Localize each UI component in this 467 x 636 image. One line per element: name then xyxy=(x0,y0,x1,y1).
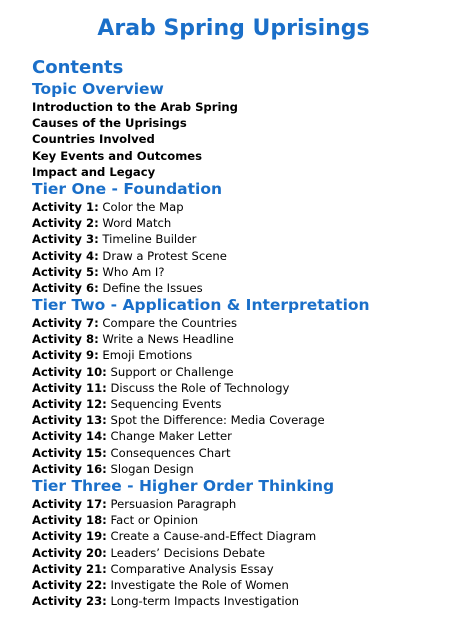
activity-item xyxy=(32,561,452,577)
activity-item xyxy=(32,199,452,215)
activity-item xyxy=(32,231,452,247)
activity-title: Discuss the Role of Technology xyxy=(110,380,290,395)
activity-title: Persuasion Paragraph xyxy=(110,496,237,511)
activity-title: Change Maker Letter xyxy=(110,429,232,444)
section-tier-one xyxy=(32,180,452,296)
activity-label: Activity 2: xyxy=(32,216,99,231)
activity-item xyxy=(32,315,452,331)
section-heading: Tier One - Foundation xyxy=(32,179,223,198)
activity-title: Comparative Analysis Essay xyxy=(110,561,274,576)
document-title: Arab Spring Uprisings xyxy=(97,16,370,41)
activity-title: Color the Map xyxy=(102,199,184,214)
activity-label: Activity 12: xyxy=(32,397,107,411)
activity-item xyxy=(32,331,452,347)
activity-title: Draw a Protest Scene xyxy=(102,248,227,263)
activity-title: Emoji Emotions xyxy=(102,348,193,363)
activity-title: Who Am I? xyxy=(102,264,165,279)
toc-item: Countries Involved xyxy=(32,132,155,147)
activity-title: Leaders’ Decisions Debate xyxy=(110,545,265,560)
activity-title: Sequencing Events xyxy=(110,397,222,411)
activity-title: Consequences Chart xyxy=(110,445,231,460)
activity-item xyxy=(32,512,452,528)
activity-label: Activity 11: xyxy=(32,380,107,395)
activity-label: Activity 19: xyxy=(32,529,107,544)
activity-item xyxy=(32,412,452,428)
activity-label: Activity 22: xyxy=(32,577,107,592)
section-heading: Tier Two - Application & Interpretation xyxy=(32,296,370,315)
activity-item xyxy=(32,496,452,512)
activity-label: Activity 9: xyxy=(32,348,99,363)
activity-item xyxy=(32,577,452,593)
activity-label: Activity 8: xyxy=(32,332,99,347)
activity-label: Activity 18: xyxy=(32,513,107,528)
activity-title: Investigate the Role of Women xyxy=(110,577,289,592)
section-tier-two xyxy=(32,296,452,477)
activity-title: Write a News Headline xyxy=(102,332,234,347)
activity-label: Activity 1: xyxy=(32,199,99,214)
activity-item xyxy=(32,593,452,609)
activity-title: Timeline Builder xyxy=(102,232,197,247)
activity-label: Activity 13: xyxy=(32,413,107,428)
activity-title: Word Match xyxy=(102,216,172,231)
toc-item: Impact and Legacy xyxy=(32,164,156,179)
activity-label: Activity 7: xyxy=(32,316,99,331)
activity-item xyxy=(32,528,452,544)
section-topic-overview xyxy=(32,80,452,180)
activity-title: Spot the Difference: Media Coverage xyxy=(110,413,325,428)
section-heading: Tier Three - Higher Order Thinking xyxy=(32,476,335,495)
activity-item xyxy=(32,396,452,412)
activity-item xyxy=(32,461,452,477)
activity-item xyxy=(32,428,452,444)
activity-label: Activity 14: xyxy=(32,429,107,444)
activity-title: Define the Issues xyxy=(102,280,203,295)
activity-item xyxy=(32,280,452,296)
activity-label: Activity 17: xyxy=(32,496,107,511)
activity-item xyxy=(32,545,452,561)
activity-title: Fact or Opinion xyxy=(110,513,199,528)
activity-item xyxy=(32,347,452,363)
activity-label: Activity 4: xyxy=(32,248,99,263)
activity-title: Slogan Design xyxy=(110,461,194,476)
activity-item xyxy=(32,445,452,461)
activity-title: Long-term Impacts Investigation xyxy=(110,594,300,609)
activity-label: Activity 20: xyxy=(32,545,107,560)
activity-label: Activity 6: xyxy=(32,280,99,295)
table-of-contents xyxy=(32,56,452,609)
section-tier-three xyxy=(32,477,452,609)
activity-label: Activity 23: xyxy=(32,594,107,609)
toc-item: Introduction to the Arab Spring xyxy=(32,100,238,114)
contents-heading: Contents xyxy=(32,57,124,78)
activity-item xyxy=(32,248,452,264)
activity-label: Activity 3: xyxy=(32,232,99,247)
activity-label: Activity 5: xyxy=(32,264,99,279)
activity-title: Create a Cause-and-Effect Diagram xyxy=(110,529,317,544)
activity-item xyxy=(32,364,452,380)
activity-title: Support or Challenge xyxy=(110,364,234,379)
activity-label: Activity 15: xyxy=(32,445,107,460)
activity-item xyxy=(32,215,452,231)
toc-item: Causes of the Uprisings xyxy=(32,116,187,131)
activity-label: Activity 10: xyxy=(32,364,107,379)
section-heading: Topic Overview xyxy=(32,80,164,98)
activity-label: Activity 21: xyxy=(32,561,107,576)
activity-item xyxy=(32,264,452,280)
toc-item: Key Events and Outcomes xyxy=(32,148,203,163)
activity-item xyxy=(32,380,452,396)
activity-label: Activity 16: xyxy=(32,461,107,476)
activity-title: Compare the Countries xyxy=(102,316,238,331)
